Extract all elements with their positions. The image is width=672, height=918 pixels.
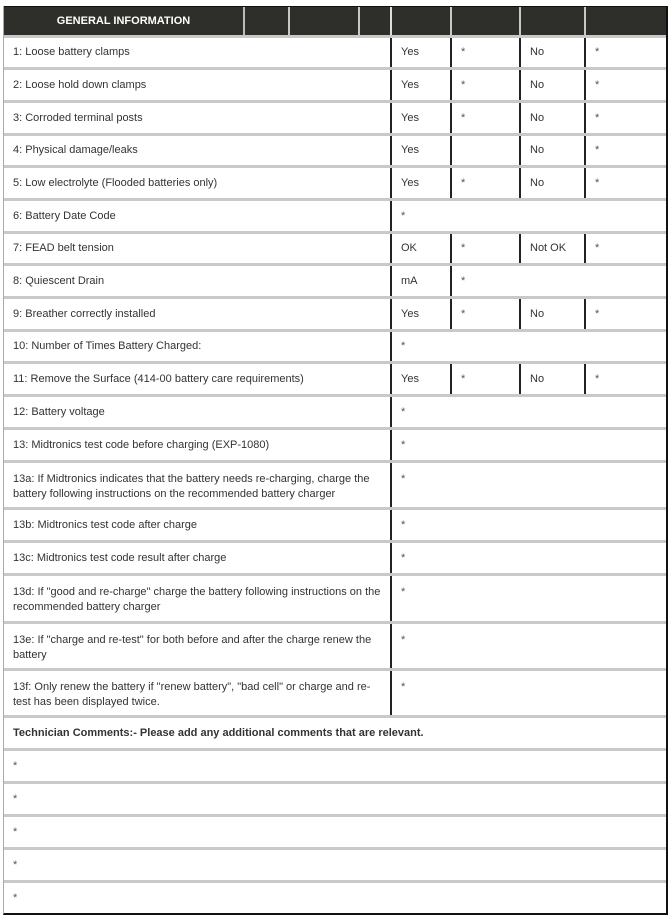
form-row (4, 100, 666, 133)
option-1-value[interactable] (452, 136, 521, 165)
header-spacer (290, 7, 360, 35)
comment-field[interactable]: * (13, 792, 18, 805)
header-spacer (521, 7, 586, 35)
row-label: 11: Remove the Surface (414-00 battery care requirements) (4, 364, 392, 394)
row-label: 5: Low electrolyte (Flooded batteries only) (4, 168, 392, 198)
battery-inspection-form (3, 6, 668, 915)
comment-row (4, 781, 666, 814)
form-row (4, 329, 666, 361)
form-row (4, 231, 666, 263)
option-2-label: No (521, 136, 586, 165)
value-field[interactable]: * (401, 681, 406, 693)
option-1-value[interactable]: * (452, 299, 521, 329)
form-row (4, 361, 666, 394)
comment-row (4, 748, 666, 781)
option-2-value[interactable]: * (595, 144, 600, 156)
header-spacer (392, 7, 452, 35)
value-field[interactable]: * (401, 209, 406, 222)
option-1-label: OK (392, 234, 452, 263)
header-spacer (360, 7, 392, 35)
row-label: 10: Number of Times Battery Charged: (4, 332, 392, 361)
value-field[interactable]: * (461, 274, 466, 287)
value-field[interactable]: * (401, 586, 406, 598)
option-1-value[interactable]: * (452, 38, 521, 67)
comment-field[interactable]: * (13, 825, 18, 838)
row-label: 9: Breather correctly installed (4, 299, 392, 329)
value-field[interactable]: * (401, 340, 406, 352)
option-2-value[interactable]: * (595, 372, 600, 385)
value-field[interactable]: * (401, 518, 406, 531)
comment-row (4, 880, 666, 913)
row-label: 13c: Midtronics test code result after charge (4, 543, 392, 573)
option-2-label: No (521, 168, 586, 198)
form-row (4, 263, 666, 296)
row-label: 13f: Only renew the battery if "renew battery", "bad cell" or charge and re-test has been displayed twice. (4, 671, 392, 715)
row-label: 8: Quiescent Drain (4, 266, 392, 296)
form-row (4, 394, 666, 427)
option-2-value[interactable]: * (595, 46, 600, 58)
option-2-label: No (521, 299, 586, 329)
header-spacer (245, 7, 290, 35)
form-row (4, 67, 666, 100)
form-row (4, 573, 666, 621)
section-title: GENERAL INFORMATION (4, 7, 245, 35)
option-1-label: Yes (392, 136, 452, 165)
comment-field[interactable]: * (13, 858, 18, 871)
option-1-value[interactable]: * (452, 103, 521, 133)
option-1-label: Yes (392, 364, 452, 394)
option-1-label: Yes (392, 103, 452, 133)
value-field[interactable]: * (401, 438, 406, 451)
value-field[interactable]: * (401, 634, 406, 646)
option-1-label: Yes (392, 168, 452, 198)
row-label: 4: Physical damage/leaks (4, 136, 392, 165)
option-1-value[interactable]: * (452, 70, 521, 100)
option-1-label: Yes (392, 299, 452, 329)
form-row (4, 460, 666, 507)
row-label: 13a: If Midtronics indicates that the battery needs re-charging, charge the battery following instructions on the recommended battery charger (4, 463, 392, 507)
option-2-value[interactable]: * (595, 242, 600, 254)
row-label: 13b: Midtronics test code after charge (4, 510, 392, 540)
comments-heading: Technician Comments:- Please add any additional comments that are relevant. (13, 726, 424, 739)
row-label: 6: Battery Date Code (4, 201, 392, 231)
form-row (4, 507, 666, 540)
row-label: 1: Loose battery clamps (4, 38, 392, 67)
comments-heading-row (4, 715, 666, 748)
row-label: 12: Battery voltage (4, 397, 392, 427)
row-label: 13: Midtronics test code before charging (EXP-1080) (4, 430, 392, 460)
form-row (4, 198, 666, 231)
option-2-value[interactable]: * (595, 307, 600, 320)
form-row (4, 133, 666, 165)
row-label: 3: Corroded terminal posts (4, 103, 392, 133)
form-row (4, 35, 666, 67)
value-field[interactable]: * (401, 473, 406, 485)
comment-field[interactable]: * (13, 759, 18, 772)
form-row (4, 165, 666, 198)
option-1-value[interactable]: * (452, 364, 521, 394)
option-2-label: No (521, 38, 586, 67)
unit-label: mA (392, 266, 452, 296)
value-field[interactable]: * (401, 405, 406, 418)
header-spacer (452, 7, 521, 35)
form-row (4, 296, 666, 329)
option-1-value[interactable]: * (452, 168, 521, 198)
option-2-value[interactable]: * (595, 78, 600, 91)
header-spacer (586, 7, 666, 35)
option-2-label: No (521, 103, 586, 133)
option-2-value[interactable]: * (595, 111, 600, 124)
row-label: 13d: If "good and re-charge" charge the battery following instructions on the recommended battery charger (4, 576, 392, 621)
option-2-label: No (521, 364, 586, 394)
form-row (4, 427, 666, 460)
value-field[interactable]: * (401, 551, 406, 564)
option-2-label: No (521, 70, 586, 100)
row-label: 7: FEAD belt tension (4, 234, 392, 263)
form-header (4, 6, 666, 35)
row-label: 13e: If "charge and re-test" for both before and after the charge renew the battery (4, 624, 392, 668)
row-label: 2: Loose hold down clamps (4, 70, 392, 100)
form-row (4, 621, 666, 668)
comment-row (4, 847, 666, 880)
option-2-label: Not OK (521, 234, 586, 263)
form-row (4, 540, 666, 573)
option-2-value[interactable]: * (595, 176, 600, 189)
comment-row (4, 814, 666, 847)
option-1-value[interactable]: * (452, 234, 521, 263)
comment-field[interactable]: * (13, 891, 18, 904)
option-1-label: Yes (392, 70, 452, 100)
option-1-label: Yes (392, 38, 452, 67)
form-row (4, 668, 666, 715)
